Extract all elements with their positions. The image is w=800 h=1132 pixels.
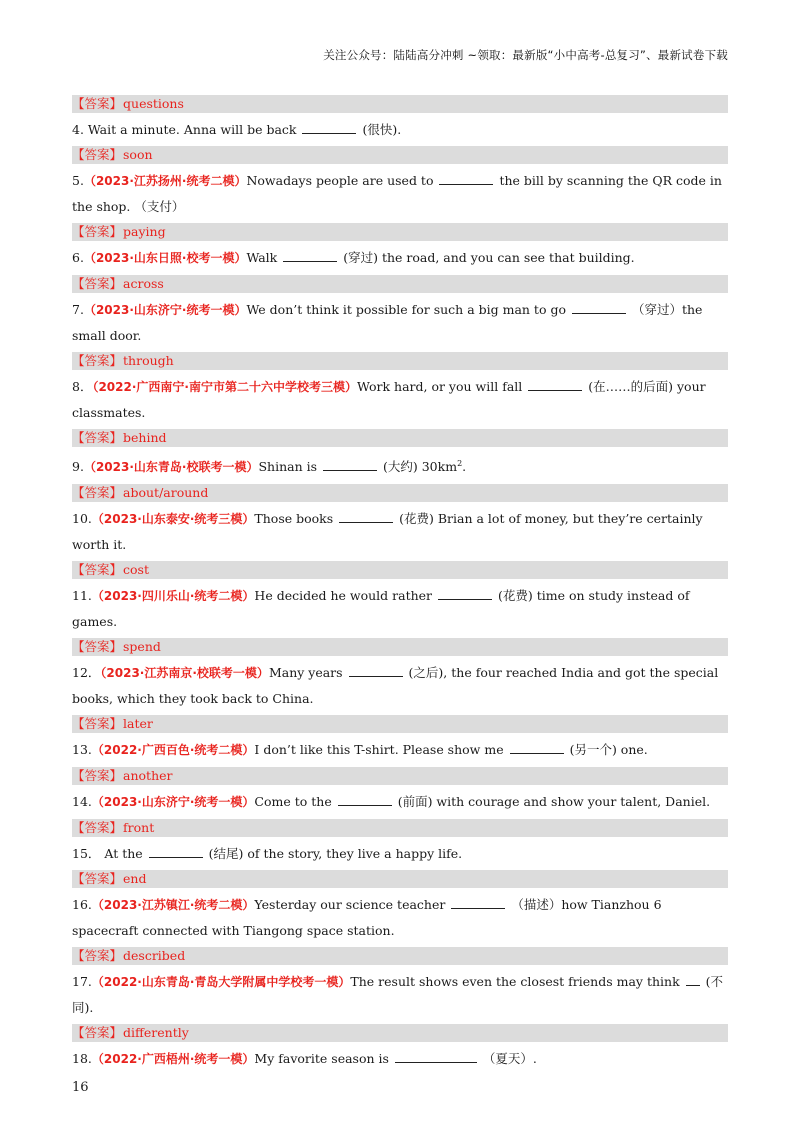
question-text-pre: Shinan is	[258, 459, 318, 475]
question-text-post: (之后), the four reached India and got the special books, which they took back to China.	[72, 665, 719, 707]
question-text-pre: Work hard, or you will fall	[356, 379, 523, 394]
question-row	[72, 892, 728, 943]
question-text-pre: Nowadays people are used to	[246, 173, 434, 188]
answer-label: 【答案】	[72, 485, 123, 501]
question-row	[72, 451, 728, 480]
question-number: 11.	[72, 588, 92, 604]
question-text-post: (结尾) of the story, they live a happy life.	[208, 846, 463, 862]
answer-row	[72, 484, 728, 502]
answer-label: 【答案】	[72, 224, 123, 239]
answer-label: 【答案】	[72, 639, 123, 655]
answer-row	[72, 715, 728, 733]
answer-value: across	[123, 276, 164, 291]
answer-blank[interactable]	[572, 301, 626, 314]
answer-label: 【答案】	[72, 948, 123, 964]
question-text-post: (花费) time on study instead of games.	[72, 588, 690, 630]
answer-value: later	[123, 716, 153, 732]
answer-row	[72, 561, 728, 579]
answer-label: 【答案】	[72, 276, 123, 291]
answer-label: 【答案】	[72, 430, 123, 445]
page-number: 16	[72, 1080, 89, 1095]
question-number: 10.	[72, 511, 92, 527]
question-row	[72, 841, 728, 866]
answer-row	[72, 767, 728, 785]
question-text-post: (前面) with courage and show your talent, Daniel.	[397, 794, 711, 810]
answer-blank[interactable]	[438, 587, 492, 600]
answer-value: described	[123, 948, 186, 964]
answer-blank[interactable]	[439, 172, 493, 185]
question-source: （2023·山东济宁·统考一模）	[83, 303, 247, 317]
answer-label: 【答案】	[72, 768, 123, 784]
question-row	[72, 117, 728, 142]
question-row	[72, 245, 728, 271]
question-text-post: (在……的后面) your classmates.	[72, 379, 706, 420]
question-number: 17.	[72, 974, 92, 990]
answer-blank[interactable]	[338, 793, 392, 806]
question-row	[72, 660, 728, 711]
question-row	[72, 583, 728, 634]
answer-value: paying	[123, 224, 166, 239]
question-text-pre: My favorite season is	[254, 1051, 389, 1067]
answer-value: spend	[123, 639, 161, 655]
question-source: （2023·山东泰安·统考三模）	[91, 512, 255, 527]
question-number: 8．	[72, 379, 93, 394]
worksheet-content	[72, 95, 728, 1076]
question-source: （2023·山东日照·校考一模）	[83, 251, 247, 265]
question-text-post: (穿过) the road, and you can see that building.	[343, 250, 635, 265]
answer-row	[72, 819, 728, 837]
question-text-post: (很快).	[362, 122, 402, 137]
question-row	[72, 789, 728, 815]
question-source: （2023·江苏南京·校联考一模）	[100, 666, 269, 681]
question-row	[72, 969, 728, 1020]
answer-label: 【答案】	[72, 562, 123, 578]
question-row	[72, 374, 728, 425]
question-number: 14.	[72, 794, 92, 810]
answer-blank[interactable]	[149, 845, 203, 858]
question-text-post: (另一个) one.	[569, 742, 648, 758]
question-text-tail: .	[462, 459, 467, 475]
question-number: 18.	[72, 1051, 92, 1067]
answer-blank[interactable]	[283, 249, 337, 262]
answer-blank[interactable]	[323, 458, 377, 471]
question-text-post: （描述）how Tianzhou 6 spacecraft connected with Tiangong space station.	[72, 897, 662, 939]
question-number: 9.	[72, 459, 84, 475]
answer-label: 【答案】	[72, 147, 123, 162]
question-number: 7.	[72, 302, 84, 317]
question-number: 6.	[72, 250, 84, 265]
answer-value: through	[123, 353, 174, 368]
answer-blank[interactable]	[339, 510, 393, 523]
question-number: 15．	[72, 846, 101, 862]
question-source: （2023·江苏扬州·统考二模）	[83, 174, 247, 188]
question-text-pre: Many years	[268, 665, 343, 681]
answer-row	[72, 352, 728, 370]
question-text-pre: At the	[104, 846, 143, 862]
question-text-post: （夏天）.	[482, 1051, 537, 1067]
question-source: （2022·广西百色·统考二模）	[91, 743, 255, 758]
question-text-post: （穿过）the small door.	[72, 302, 703, 343]
question-source: （2022·广西梧州·统考一模）	[91, 1052, 255, 1067]
question-text-post: (花费) Brian a lot of money, but they’re certainly worth it.	[72, 511, 703, 553]
question-text-pre: He decided he would rather	[254, 588, 433, 604]
answer-value: another	[123, 768, 173, 784]
answer-value: differently	[123, 1025, 189, 1041]
question-row	[72, 297, 728, 348]
answer-label: 【答案】	[72, 871, 123, 887]
question-text-pre: Come to the	[254, 794, 332, 810]
answer-row	[72, 223, 728, 241]
answer-label: 【答案】	[72, 96, 123, 111]
question-text-pre: Those books	[254, 511, 334, 527]
answer-blank[interactable]	[349, 664, 403, 677]
answer-blank[interactable]	[528, 378, 582, 391]
question-source: （2023·四川乐山·统考二模）	[91, 589, 255, 604]
answer-row	[72, 870, 728, 888]
answer-value: cost	[123, 562, 149, 578]
question-text-post: (大约) 30km	[383, 459, 458, 475]
answer-label: 【答案】	[72, 820, 123, 836]
answer-label: 【答案】	[72, 716, 123, 732]
answer-label: 【答案】	[72, 353, 123, 368]
answer-blank[interactable]	[510, 741, 564, 754]
question-row	[72, 506, 728, 557]
answer-blank[interactable]	[302, 121, 356, 134]
question-source: （2022·山东青岛·青岛大学附属中学校考一模）	[91, 975, 351, 990]
answer-label: 【答案】	[72, 1025, 123, 1041]
answer-row	[72, 146, 728, 164]
question-text-pre: Wait a minute. Anna will be back	[87, 122, 297, 137]
question-text-pre: I don’t like this T-shirt. Please show me	[254, 742, 504, 758]
answer-row	[72, 947, 728, 965]
question-source: （2023·江苏镇江·统考二模）	[91, 898, 255, 913]
question-row	[72, 1046, 728, 1072]
question-number: 12．	[72, 665, 101, 681]
question-number: 5.	[72, 173, 84, 188]
answer-value: front	[123, 820, 155, 836]
question-text-pre: Yesterday our science teacher	[254, 897, 446, 913]
superscript: 2	[457, 459, 463, 468]
question-number: 16.	[72, 897, 92, 913]
answer-value: behind	[123, 430, 167, 445]
question-row	[72, 168, 728, 219]
answer-value: about/around	[123, 485, 209, 501]
question-row	[72, 737, 728, 763]
answer-row	[72, 95, 728, 113]
answer-row	[72, 429, 728, 447]
question-source: （2022·广西南宁·南宁市第二十六中学校考三模）	[92, 380, 357, 394]
answer-row	[72, 1024, 728, 1042]
page-header: 关注公众号：陆陆高分冲刺 ~领取：最新版“小中高考-总复习”、最新试卷下载	[323, 48, 728, 62]
question-source: （2023·山东济宁·统考一模）	[91, 795, 255, 810]
question-text-post: (不同).	[72, 974, 723, 1016]
question-number: 13.	[72, 742, 92, 758]
question-text-pre: Walk	[246, 250, 278, 265]
answer-blank[interactable]	[686, 973, 700, 986]
answer-value: soon	[123, 147, 153, 162]
answer-row	[72, 275, 728, 293]
question-text-pre: The result shows even the closest friends may think	[350, 974, 680, 990]
answer-blank[interactable]	[451, 896, 505, 909]
answer-value: end	[123, 871, 147, 887]
answer-row	[72, 638, 728, 656]
question-text-post: the bill by scanning the QR code in the shop. （支付）	[72, 173, 722, 214]
question-number: 4.	[72, 122, 84, 137]
answer-value: questions	[123, 96, 184, 111]
answer-blank[interactable]	[395, 1050, 477, 1063]
question-source: （2023·山东青岛·校联考一模）	[83, 460, 259, 475]
question-text-pre: We don’t think it possible for such a big man to go	[246, 302, 566, 317]
